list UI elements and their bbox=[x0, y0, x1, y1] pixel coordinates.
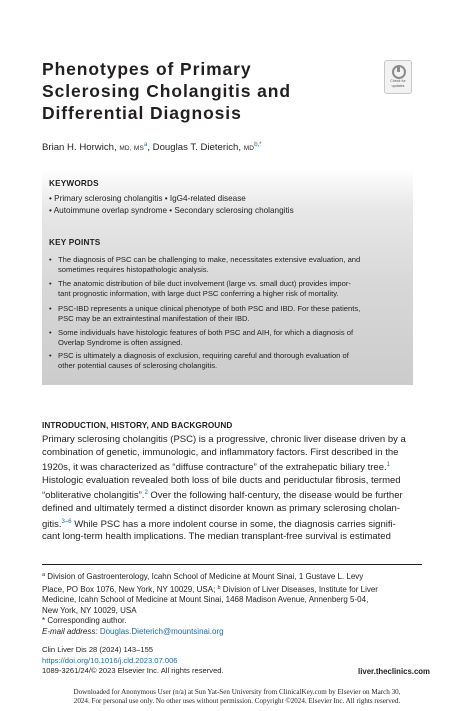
author-2-degree: MD bbox=[243, 145, 255, 152]
check-for-updates-icon[interactable] bbox=[384, 60, 412, 94]
author-2-name: Douglas T. Dieterich, bbox=[152, 142, 242, 153]
key-point-2: The anatomic distribution of bile duct involvement (large vs. small duct) provides impor- tant prognostic information, with large duct PSC conferring a higher risk of mortality. bbox=[58, 279, 351, 298]
bullet: • bbox=[49, 351, 52, 360]
issn-copyright: 1089-3261/24/© 2023 Elsevier Inc. All rights reserved. bbox=[42, 666, 224, 675]
keywords-line-1: • Primary sclerosing cholangitis • IgG4-related disease bbox=[49, 194, 246, 203]
author-1-affiliation-link[interactable]: a bbox=[143, 142, 148, 148]
body-paragraph: Primary sclerosing cholangitis (PSC) is a progressive, chronic liver disease driven by a combination of genetic, immunologic, and inflammatory factors. First described in the 1920s, it was characterized as “diffuse contracture” of the extrahepatic biliary tree.$^1$ Histologic evaluation revealed both loss of bile ducts and periductular fibrosis, termed “obliterative cholangitis”.$^2$ Over the following half-century, the disease would be further defined and ultimately termed a distinct disorder known as primary sclerosing cholan- gitis.$^{3-6}$ While PSC has a more indolent course in some, the diagnosis carries signifi- cant long-term health implications. The median transplant-free survival is estimated bbox=[42, 434, 406, 543]
affiliations-footnote: $^a$ Division of Gastroenterology, Icahn School of Medicine at Mount Sinai, 1 Gustave L. Levy Place, PO Box 1076, New York, NY 10029, USA; $^b$ Division of Liver Diseases, Institute for Liver Medicine, Icahn School of Medicine at Mount Sinai, 1468 Madison Avenue, Annenberg 5-04, New York, NY 10029, USA * Corresponding author. E-mail address: Douglas.Dieterich@mountsinai.org bbox=[42, 570, 432, 637]
bullet: • bbox=[49, 279, 52, 288]
bullet: • bbox=[49, 304, 52, 313]
badge-text: Check for updates bbox=[390, 79, 406, 88]
section-heading: INTRODUCTION, HISTORY, AND BACKGROUND bbox=[42, 421, 233, 430]
footnote-divider bbox=[42, 564, 422, 565]
bullet: • bbox=[49, 255, 52, 264]
key-points-heading: KEY POINTS bbox=[49, 238, 101, 247]
reference-link[interactable]: 1 bbox=[386, 462, 390, 469]
key-point-4: Some individuals have histologic features of both PSC and AIH, for which a diagnosis of Overlap Syndrome is often assigned. bbox=[58, 328, 354, 347]
author-1-name: Brian H. Horwich, bbox=[42, 142, 117, 153]
doi-link[interactable]: https://doi.org/10.1016/j.cld.2023.07.006 bbox=[42, 655, 178, 665]
author-2-affiliation-link[interactable]: b,* bbox=[254, 142, 262, 148]
email-label: E-mail address: bbox=[42, 626, 98, 636]
journal-site-link[interactable]: liver.theclinics.com bbox=[358, 667, 430, 676]
key-point-3: PSC-IBD represents a unique clinical phenotype of both PSC and IBD. For these patients, PSC may be an extraintestinal manifestation of their IBD. bbox=[58, 304, 361, 323]
author-1-degree: MD, MS bbox=[119, 145, 144, 152]
citation-block bbox=[42, 645, 224, 677]
keywords-heading: KEYWORDS bbox=[49, 179, 99, 188]
key-point-1: The diagnosis of PSC can be challenging to make, necessitates extensive evaluation, and sometimes requires histopathologic analysis. bbox=[58, 255, 361, 274]
key-point-5: PSC is ultimately a diagnosis of exclusion, requiring careful and thorough evaluation of other potential causes of sclerosing cholangitis. bbox=[58, 351, 349, 370]
title-line-2: Sclerosing Cholangitis and bbox=[42, 81, 291, 101]
article-title bbox=[42, 58, 372, 124]
journal-citation: Clin Liver Dis 28 (2024) 143–155 bbox=[42, 645, 154, 654]
download-notice: Downloaded for Anonymous User (n/a) at Sun Yat-Sen University from ClinicalKey.com by Elsevier on March 30, 2024. For personal use only. No other uses without permission. Copyright ©2024. Elsevier Inc. All rights reserved. bbox=[73, 688, 401, 705]
title-line-1: Phenotypes of Primary bbox=[42, 59, 252, 79]
reference-link[interactable]: 3–6 bbox=[61, 518, 72, 525]
corresponding-author: * Corresponding author. bbox=[42, 616, 127, 625]
title-line-3: Differential Diagnosis bbox=[42, 103, 242, 123]
reference-link[interactable]: 2 bbox=[144, 490, 148, 497]
keywords-line-2: • Autoimmune overlap syndrome • Secondary sclerosing cholangitis bbox=[49, 206, 294, 215]
email-link[interactable]: Douglas.Dieterich@mountsinai.org bbox=[99, 626, 224, 636]
author-line: Brian H. Horwich, MD, $MS^a$, Douglas T. Dieterich, $MD^{b,*}$ bbox=[42, 142, 262, 153]
bullet: • bbox=[49, 328, 52, 337]
update-ring-icon bbox=[392, 65, 406, 79]
